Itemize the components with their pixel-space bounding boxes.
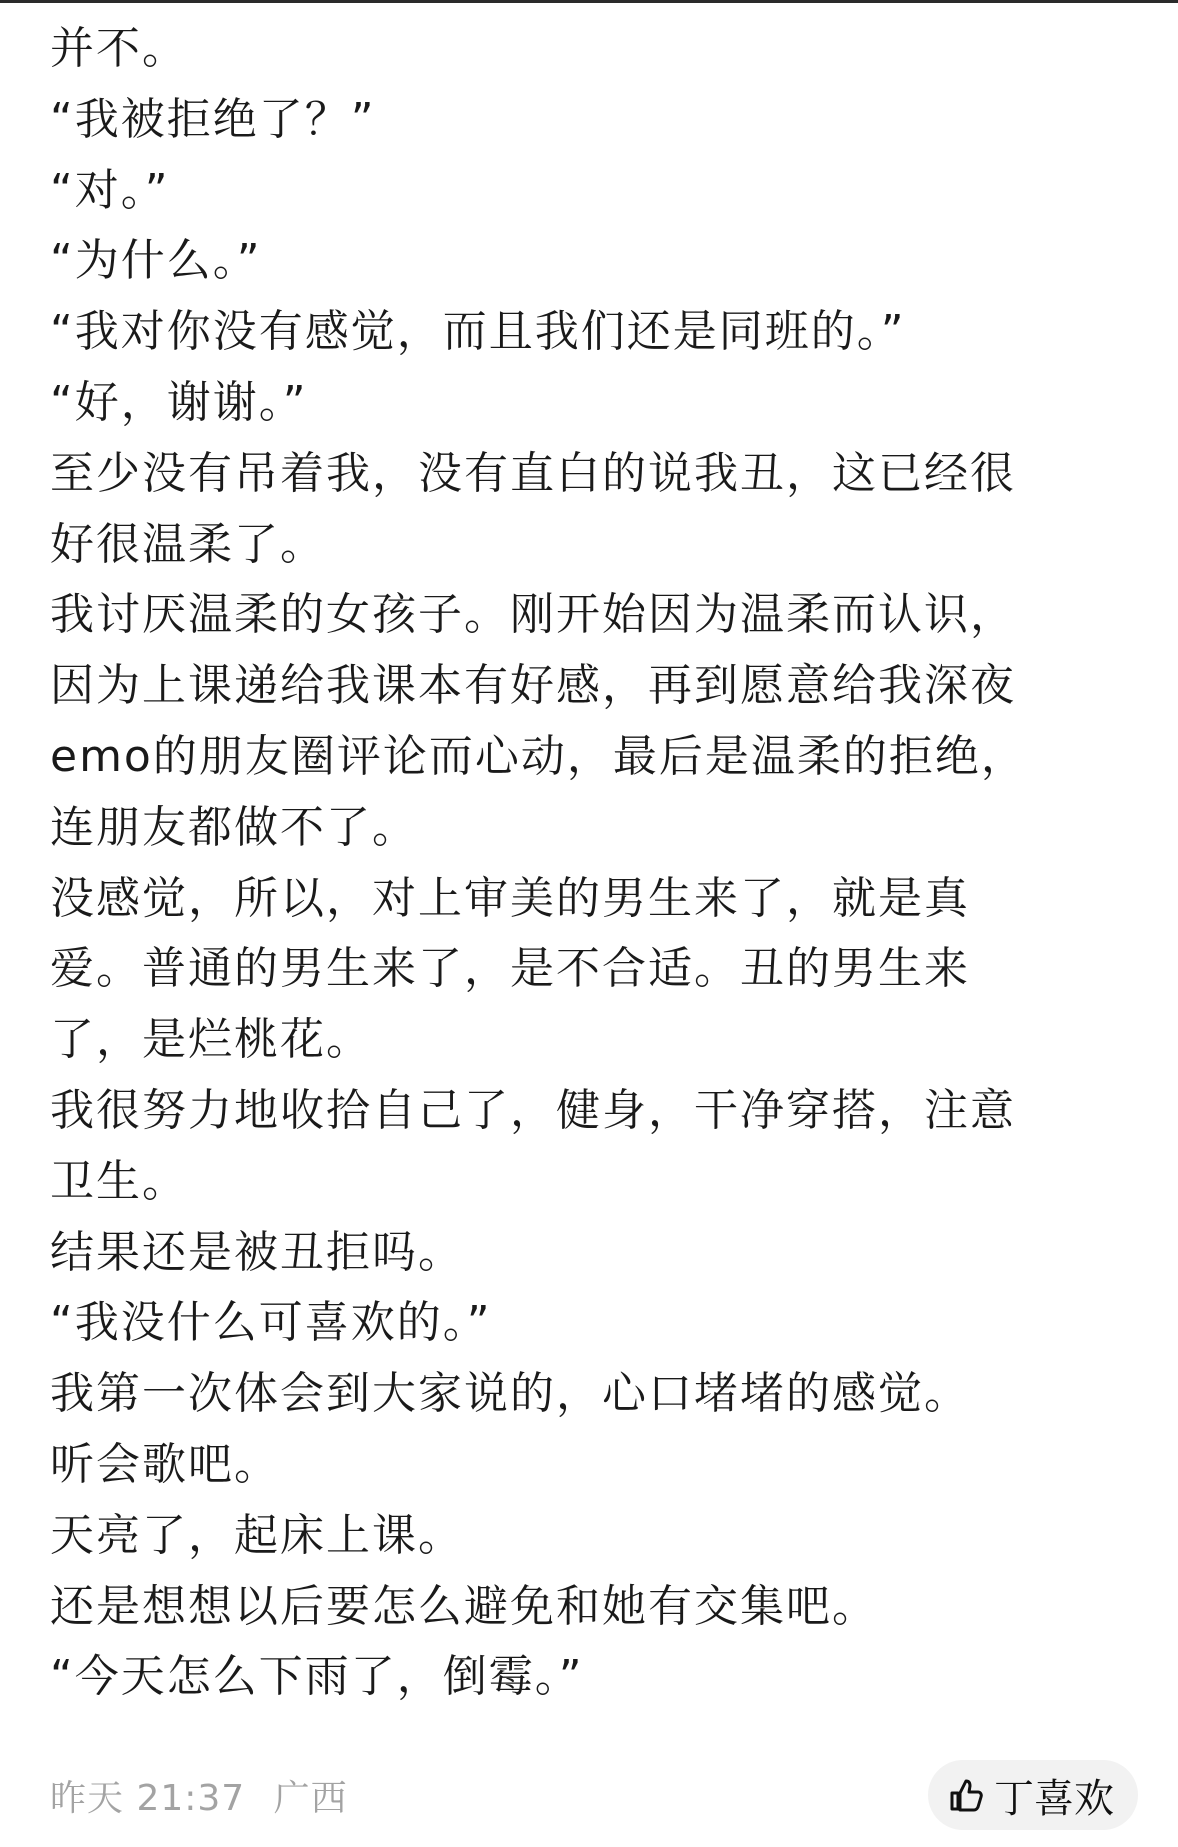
like-label: 丁喜欢 (994, 1775, 1114, 1822)
post-line: “我被拒绝了？” (50, 93, 376, 145)
post-meta (50, 1770, 364, 1821)
post-line: 我讨厌温柔的女孩子。刚开始因为温柔而认识， (50, 589, 1016, 641)
post-line: 连朋友都做不了。 (50, 801, 418, 853)
post-line: 我第一次体会到大家说的，心口堵堵的感觉。 (50, 1368, 970, 1420)
post-line: 爱。普通的男生来了，是不合适。丑的男生来 (50, 943, 970, 995)
post-body (50, 14, 1130, 1713)
like-icon (946, 1775, 986, 1815)
post-line: 因为上课递给我课本有好感，再到愿意给我深夜 (50, 660, 1016, 712)
post-footer (0, 1760, 1178, 1830)
post-line: 天亮了，起床上课。 (50, 1509, 464, 1561)
post-line: “我对你没有感觉，而且我们还是同班的。” (50, 306, 906, 358)
post-line: “我没什么可喜欢的。” (50, 1297, 492, 1349)
post-line: “对。” (50, 164, 170, 216)
post-line: 我很努力地收拾自己了，健身，干净穿搭，注意 (50, 1084, 1016, 1136)
post-line: “好，谢谢。” (50, 376, 308, 428)
post-line: 卫生。 (50, 1155, 188, 1207)
post-line: 了，是烂桃花。 (50, 1014, 372, 1066)
top-edge-divider (0, 0, 1178, 3)
post-line: “今天怎么下雨了，倒霉。” (50, 1651, 584, 1703)
post-line: 结果还是被丑拒吗。 (50, 1226, 464, 1278)
post-location: 广西 (273, 1778, 348, 1819)
post-line: 还是想想以后要怎么避免和她有交集吧。 (50, 1580, 878, 1632)
post-line: “为什么。” (50, 235, 262, 287)
post-line: 没感觉，所以，对上审美的男生来了，就是真 (50, 872, 970, 924)
like-button[interactable] (928, 1760, 1138, 1830)
post-line: 并不。 (50, 23, 188, 74)
post-line: 至少没有吊着我，没有直白的说我丑，这已经很 (50, 447, 1016, 499)
post-line: 听会歌吧。 (50, 1438, 280, 1490)
post-line: emo的朋友圈评论而心动，最后是温柔的拒绝， (50, 730, 1027, 782)
post-line: 好很温柔了。 (50, 518, 326, 570)
post-date: 昨天 21:37 (50, 1778, 246, 1819)
